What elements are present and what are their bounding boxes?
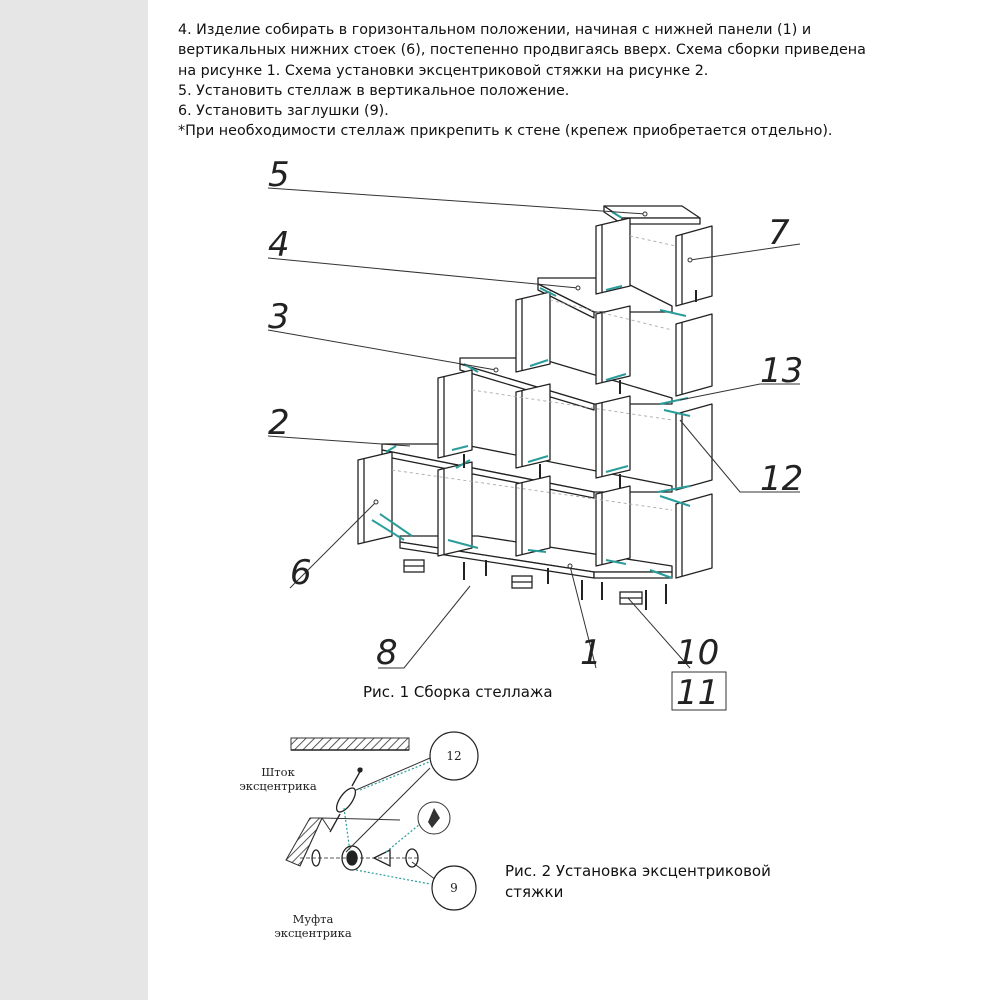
instruction-line: на рисунке 1. Схема установки эксцентриковой стяжки на рисунке 2.	[178, 62, 709, 79]
vertical-post	[516, 476, 550, 556]
callout-3: 3	[268, 297, 290, 337]
figure-1-caption: Рис. 1 Сборка стеллажа	[363, 683, 553, 701]
callout-4: 4	[268, 225, 290, 265]
callout-10: 10	[676, 633, 720, 673]
callout-6: 6	[290, 553, 312, 593]
vertical-post	[596, 486, 630, 566]
figure-2-caption: Рис. 2 Установка эксцентриковой стяжки	[505, 862, 771, 901]
callout-5: 5	[268, 155, 290, 195]
callout-2: 2	[268, 403, 290, 443]
vertical-post	[596, 306, 630, 384]
bubble-12-label: 12	[446, 749, 462, 763]
instruction-line: 6. Установить заглушки (9).	[178, 103, 389, 120]
label-eccentric-sleeve: Муфта эксцентрика	[274, 912, 352, 940]
callout-7: 7	[768, 213, 790, 253]
instruction-line: 4. Изделие собирать в горизонтальном положении, начиная с нижней панели (1) и	[178, 22, 812, 38]
vertical-post	[596, 218, 630, 294]
callout-8: 8	[376, 633, 398, 673]
callout-12: 12	[760, 459, 804, 499]
instruction-line: *При необходимости стеллаж прикрепить к стене (крепеж приобретается отдельно).	[178, 123, 833, 140]
vertical-post	[438, 370, 472, 458]
label-eccentric-rod: Шток эксцентрика	[239, 765, 317, 793]
instruction-line: 5. Установить стеллаж в вертикальное положение.	[178, 82, 570, 99]
vertical-post	[516, 384, 550, 468]
eccentric-fastener-diagram	[286, 732, 478, 910]
bubble-9-label: 9	[450, 881, 458, 895]
instruction-line: вертикальных нижних стоек (6), постепенно продвигаясь вверх. Схема сборки приведена	[178, 42, 866, 59]
callout-11: 11	[676, 673, 720, 713]
callout-1: 1	[580, 633, 602, 673]
callout-13: 13	[760, 351, 804, 391]
vertical-post	[596, 396, 630, 478]
